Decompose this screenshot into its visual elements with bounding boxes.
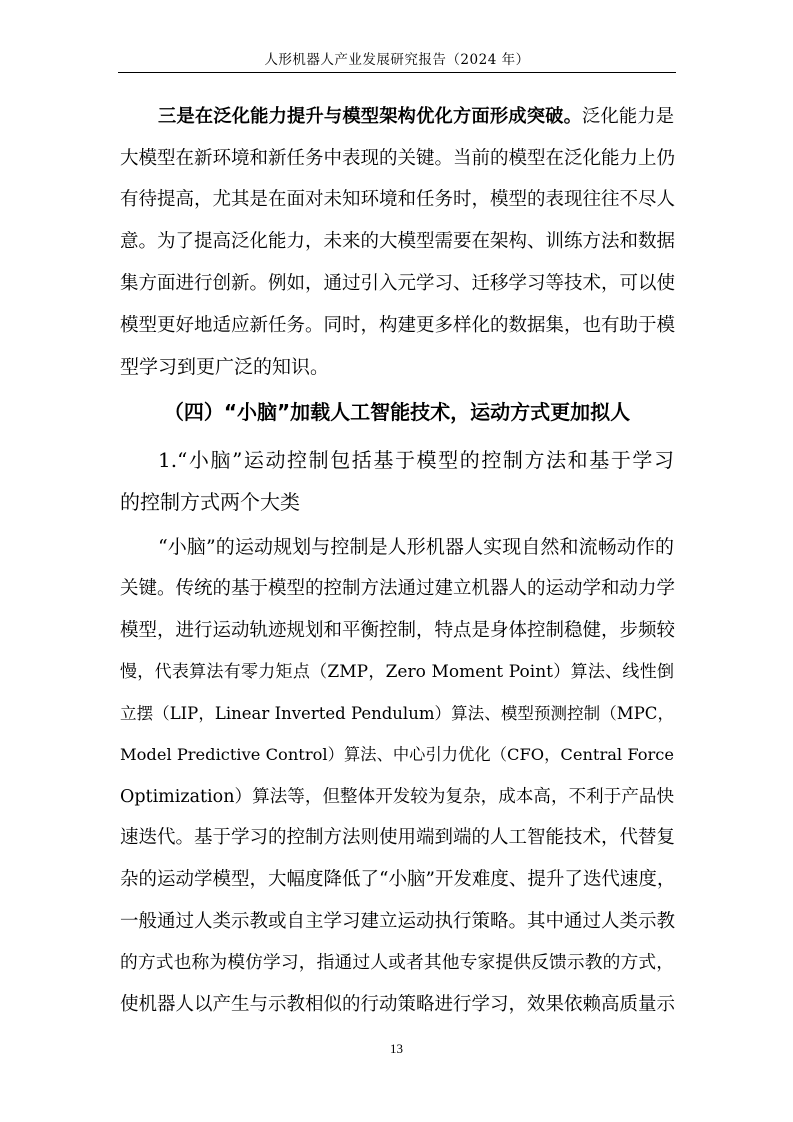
paragraph-line: “小脑”的运动规划与控制是人形机器人实现自然和流畅动作的: [158, 536, 674, 558]
paragraph-line: [158, 102, 674, 132]
paragraph-line: 慢，代表算法有零力矩点（ZMP，Zero Moment Point）算法、线性倒: [120, 662, 674, 682]
section-heading: （四）“小脑”加载人工智能技术，运动方式更加拟人: [163, 400, 631, 424]
lead-rest: 泛化能力是: [582, 106, 675, 127]
paragraph-line: 意。为了提高泛化能力，未来的大模型需要在架构、训练方法和数据: [120, 231, 676, 252]
paragraph-line: 型学习到更广泛的知识。: [120, 356, 330, 378]
paragraph-line: 集方面进行创新。例如，通过引入元学习、迁移学习等技术，可以使: [120, 273, 676, 294]
paragraph-line: 模型更好地适应新任务。同时，构建更多样化的数据集，也有助于模: [120, 315, 676, 336]
paragraph-line: 一般通过人类示教或自主学习建立运动执行策略。其中通过人类示教: [120, 911, 676, 932]
paragraph-line: 模型，进行运动轨迹规划和平衡控制，特点是身体控制稳健，步频较: [120, 620, 676, 641]
paragraph-line: 杂的运动学模型，大幅度降低了“小脑”开发难度、提升了迭代速度，: [120, 869, 676, 890]
paragraph-line: 关键。传统的基于模型的控制方法通过建立机器人的运动学和动力学: [120, 578, 676, 599]
paragraph-line: 大模型在新环境和新任务中表现的关键。当前的模型在泛化能力上仍: [120, 148, 676, 169]
subsection-heading-line: 1.“小脑”运动控制包括基于模型的控制方法和基于学习: [158, 448, 674, 472]
paragraph-line: 的方式也称为模仿学习，指通过人或者其他专家提供反馈示教的方式，: [120, 953, 674, 973]
bold-lead-sentence: 三是在泛化能力提升与模型架构优化方面形成突破。: [158, 106, 583, 127]
paragraph-line: Model Predictive Control）算法、中心引力优化（CFO，Central Force: [120, 745, 674, 764]
running-header: 人形机器人产业发展研究报告（2024 年）: [264, 52, 530, 68]
paragraph-line: 使机器人以产生与示教相似的行动策略进行学习，效果依赖高质量示: [120, 994, 676, 1015]
paragraph-line: 立摆（LIP，Linear Inverted Pendulum）算法、模型预测控制（MPC，: [120, 704, 674, 723]
page-number: 13: [390, 1041, 403, 1056]
subsection-heading-line: 的控制方式两个大类: [120, 490, 300, 514]
header-rule: [118, 72, 676, 73]
paragraph-line: Optimization）算法等，但整体开发较为复杂，成本高，不利于产品快: [120, 787, 674, 807]
paragraph-line: 有待提高，尤其是在面对未知环境和任务时，模型的表现往往不尽人: [120, 189, 676, 210]
paragraph-line: 速迭代。基于学习的控制方法则使用端到端的人工智能技术，代替复: [120, 827, 676, 848]
